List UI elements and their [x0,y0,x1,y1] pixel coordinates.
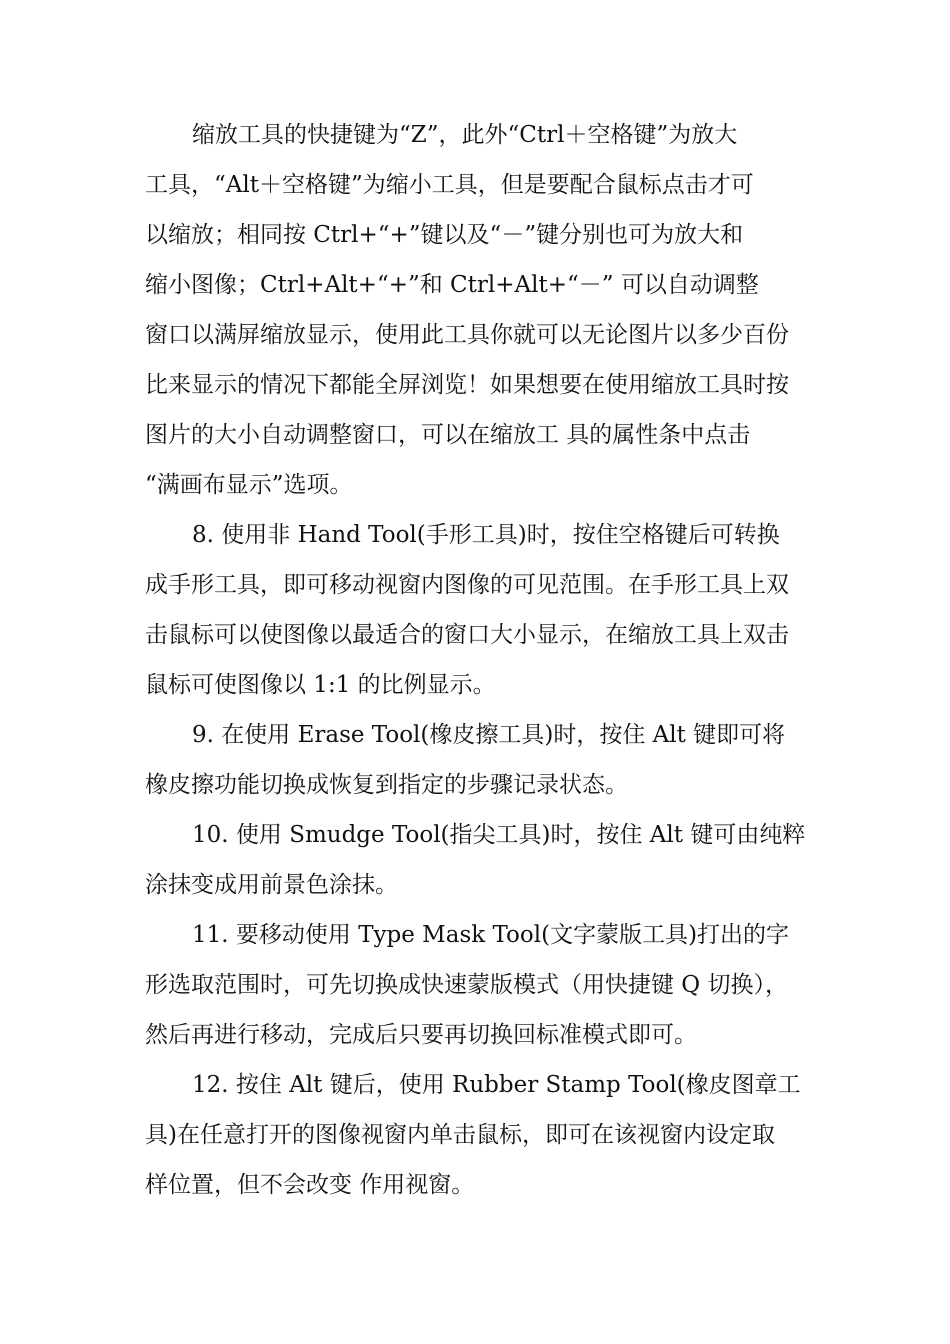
document-body [145,110,807,1210]
text-line: 比来显示的情况下都能全屏浏览！如果想要在使用缩放工具时按 [145,372,789,398]
text-line: 形选取范围时，可先切换成快速蒙版模式（用快捷键 Q 切换）， [145,972,788,998]
text-line: 橡皮擦功能切换成恢复到指定的步骤记录状态。 [145,772,628,798]
text-line: 以缩放；相同按 Ctrl+“+”键以及“－”键分别也可为放大和 [145,222,744,248]
text-line: 击鼠标可以使图像以最适合的窗口大小显示，在缩放工具上双击 [145,622,789,648]
text-line: 8. 使用非 Hand Tool(手形工具)时，按住空格键后可转换 [192,522,780,548]
text-line: 涂抹变成用前景色涂抹。 [145,872,398,898]
text-line: 鼠标可使图像以 1:1 的比例显示。 [145,672,496,698]
text-line: 窗口以满屏缩放显示，使用此工具你就可以无论图片以多少百份 [145,322,789,348]
text-line: 缩小图像；Ctrl+Alt+“+”和 Ctrl+Alt+“－” 可以自动调整 [145,272,759,298]
text-line: 11. 要移动使用 Type Mask Tool(文字蒙版工具)打出的字 [192,922,790,948]
paragraph-item-9-erase-tool [145,710,807,810]
paragraph-zoom-tool-shortcuts [145,110,807,510]
paragraph-item-8-hand-tool [145,510,807,710]
text-line: 成手形工具，即可移动视窗内图像的可见范围。在手形工具上双 [145,572,789,598]
text-line: 9. 在使用 Erase Tool(橡皮擦工具)时，按住 Alt 键即可将 [192,722,786,748]
text-line: 12. 按住 Alt 键后，使用 Rubber Stamp Tool(橡皮图章工 [192,1072,801,1098]
text-line: 工具，“Alt＋空格键”为缩小工具，但是要配合鼠标点击才可 [145,172,754,198]
paragraph-item-12-rubber-stamp-tool [145,1060,807,1210]
text-line: 样位置，但不会改变 作用视窗。 [145,1172,475,1198]
text-line: 具)在任意打开的图像视窗内单击鼠标，即可在该视窗内设定取 [145,1122,775,1148]
text-line: 10. 使用 Smudge Tool(指尖工具)时，按住 Alt 键可由纯粹 [192,822,806,848]
text-line: “满画布显示”选项。 [145,472,353,498]
text-line: 图片的大小自动调整窗口，可以在缩放工 具的属性条中点击 [145,422,751,448]
text-line: 缩放工具的快捷键为“Z”，此外“Ctrl＋空格键”为放大 [192,122,738,148]
paragraph-item-10-smudge-tool [145,810,807,910]
text-line: 然后再进行移动，完成后只要再切换回标准模式即可。 [145,1022,697,1048]
paragraph-item-11-type-mask-tool [145,910,807,1060]
